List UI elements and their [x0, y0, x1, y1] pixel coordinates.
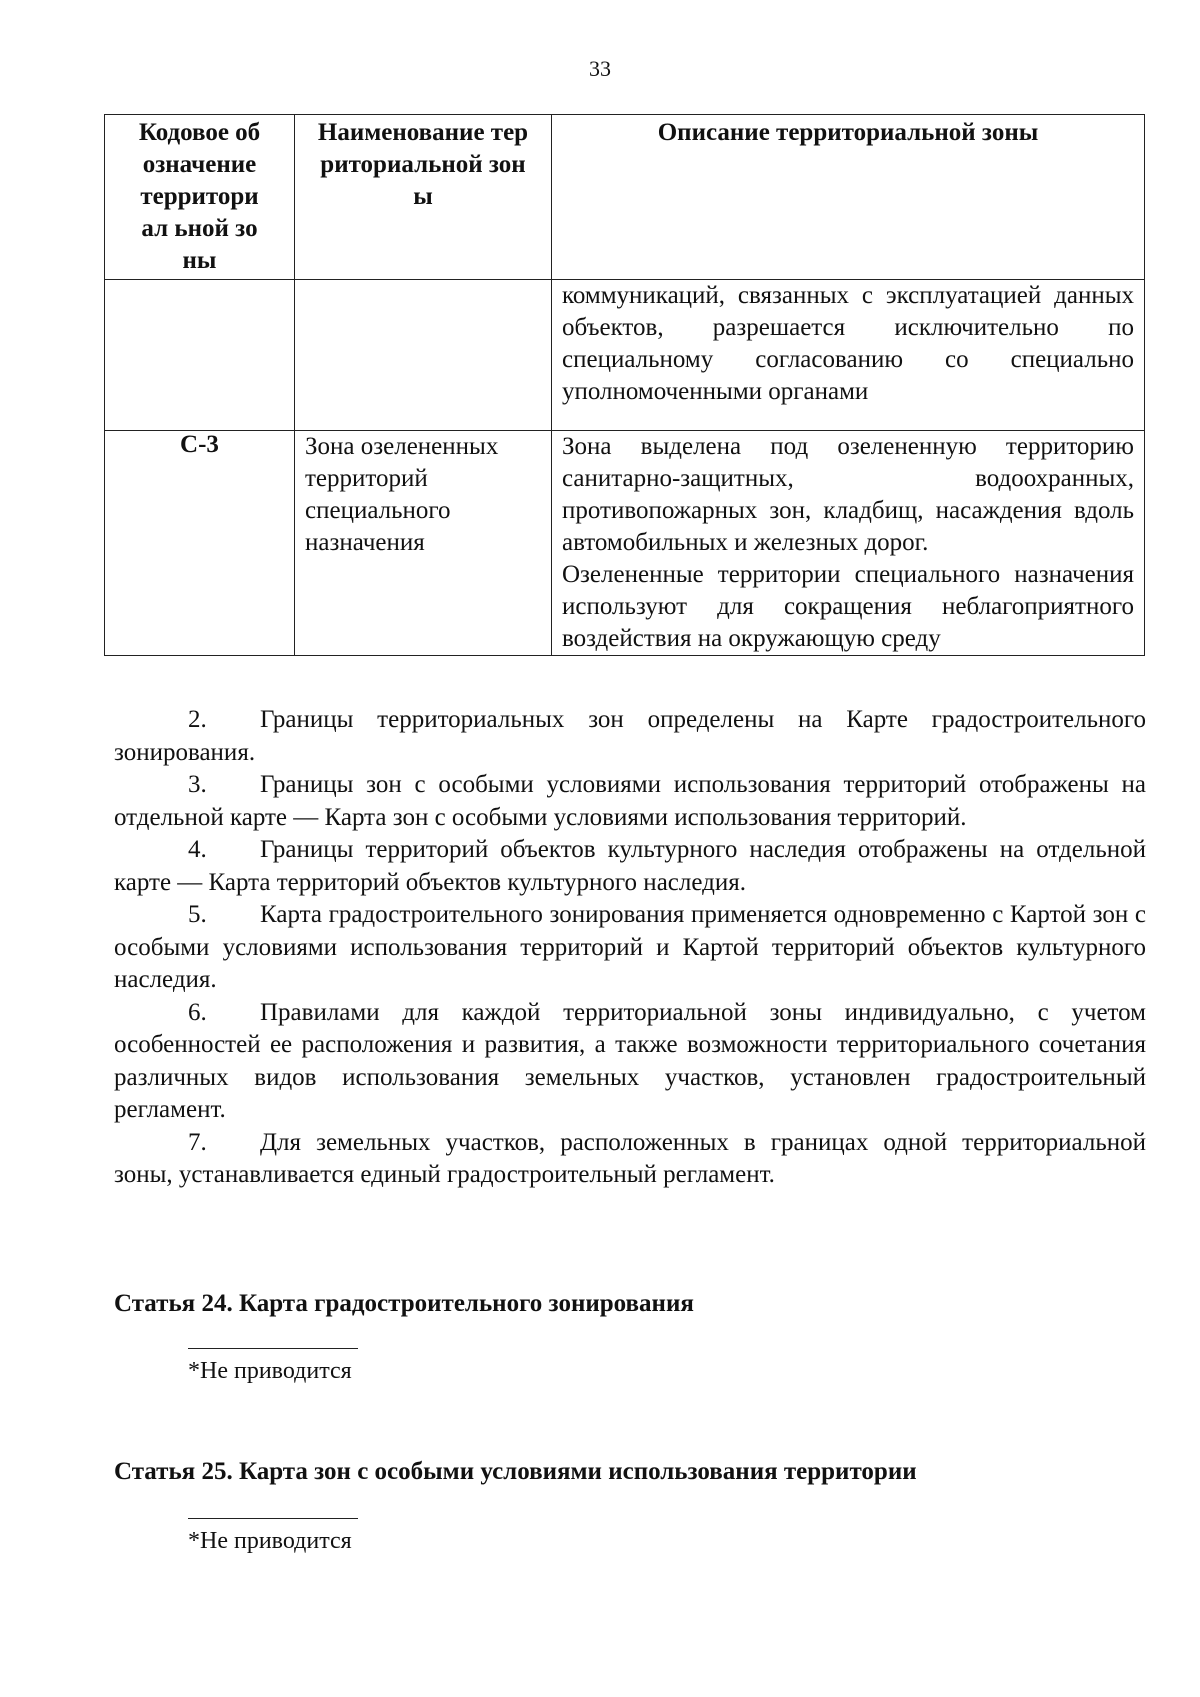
paragraph: [114, 899, 1146, 997]
footnote-text: *Не приводится: [188, 1528, 352, 1554]
paragraph-text: Карта градостроительного зонирования применяется одновременно с Картой зон с особыми условиями использования территорий и Картой территорий объектов культурного наследия.: [114, 901, 1146, 993]
table-row: [105, 431, 1145, 656]
header-name: [295, 115, 552, 280]
footnote-text: *Не приводится: [188, 1358, 352, 1384]
paragraphs: [114, 704, 1146, 1192]
row-code: С-3: [105, 431, 295, 656]
row-code: [105, 280, 295, 431]
row-description: [552, 280, 1145, 431]
article-24-title: Статья 24. Карта градостроительного зонирования: [114, 1290, 694, 1317]
paragraph: [114, 997, 1146, 1127]
paragraph-number: 2.: [188, 706, 207, 733]
row-description-text-2: Озелененные территории специального назначения используют для сокращения неблагоприятного воздействия на окружающую среду: [562, 561, 1134, 652]
paragraph-number: 3.: [188, 771, 207, 798]
paragraph-text: Границы территорий объектов культурного наследия отображены на отдельной карте — Карта территорий объектов культурного наследия.: [114, 836, 1146, 896]
page-number: 33: [589, 56, 611, 81]
row-description-text: Зона выделена под озелененную территорию санитарно-защитных, водоохранных, противопожарных зон, кладбищ, насаждения вдоль автомобильных и железных дорог.: [562, 433, 1134, 556]
footnote-rule: [188, 1348, 358, 1349]
paragraph: [114, 834, 1146, 899]
paragraph-text: Правилами для каждой территориальной зоны индивидуально, с учетом особенностей ее расположения и развития, а также возможности территориального сочетания различных видов использования земельных участков, установлен градостроительный регламент.: [114, 998, 1146, 1123]
paragraph-number: 6.: [188, 998, 207, 1026]
paragraph-text: Границы зон с особыми условиями использования территорий отображены на отдельной карте — Карта зон с особыми условиями использования территорий.: [114, 771, 1146, 831]
zones-table: [104, 114, 1145, 656]
article-25-title: Статья 25. Карта зон с особыми условиями использования территории: [114, 1458, 917, 1485]
header-code-text: Кодовое обозначение территориал ьной зоны: [138, 119, 261, 274]
row-name: [295, 280, 552, 431]
paragraph-text: Для земельных участков, расположенных в границах одной территориальной зоны, устанавливается единый градостроительный регламент.: [114, 1128, 1146, 1188]
paragraph-number: 4.: [188, 836, 207, 863]
paragraph-number: 5.: [188, 901, 207, 928]
row-description-text: коммуникаций, связанных с эксплуатацией данных объектов, разрешается исключительно по специальному согласованию со специально уполномоченными органами: [562, 282, 1134, 405]
paragraph-number: 7.: [188, 1128, 207, 1156]
paragraph-text: Границы территориальных зон определены на Карте градостроительного зонирования.: [114, 706, 1146, 766]
table-row: [105, 280, 1145, 431]
row-description: [552, 431, 1145, 656]
header-code: [105, 115, 295, 280]
paragraph: [114, 1127, 1146, 1192]
header-description: Описание территориальной зоны: [552, 115, 1145, 280]
header-name-text: Наименование территориальной зоны: [317, 119, 529, 210]
paragraph: [114, 769, 1146, 834]
paragraph: [114, 704, 1146, 769]
row-name-text: Зона озелененных территорий специального назначения: [305, 433, 499, 556]
footnote-rule: [188, 1518, 358, 1519]
table-header-row: [105, 115, 1145, 280]
row-name: [295, 431, 552, 656]
